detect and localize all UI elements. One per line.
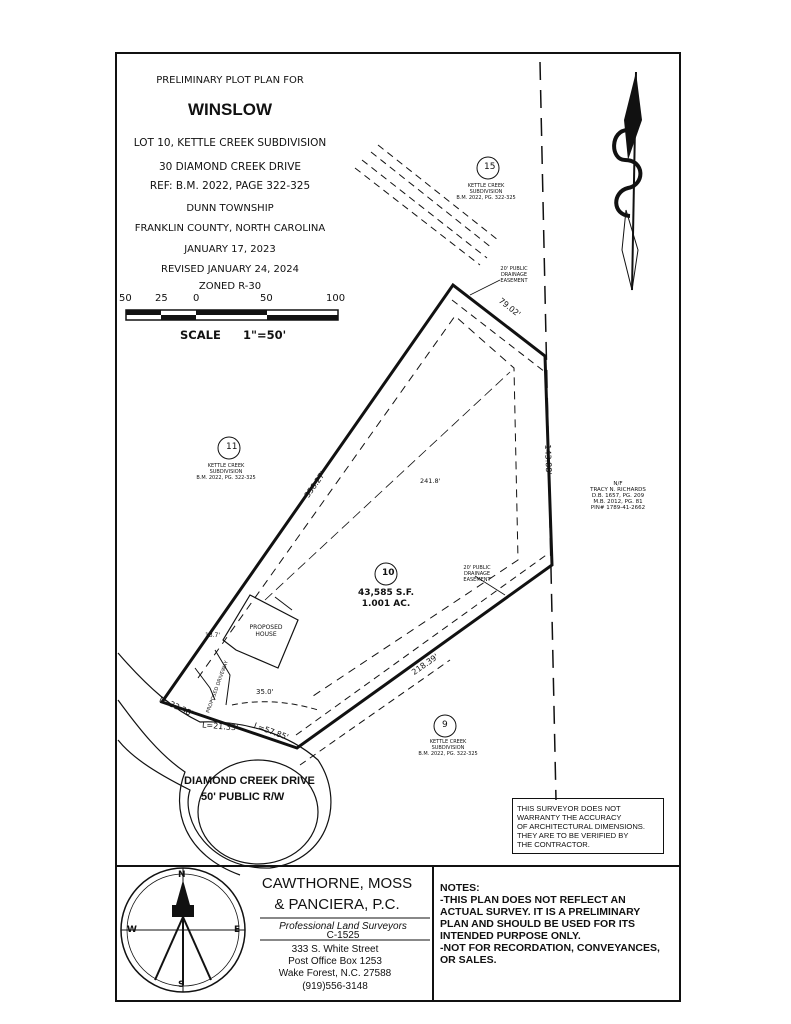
compass-e: E <box>234 925 241 935</box>
owner-name: WINSLOW <box>187 100 273 119</box>
dim-setback: 35.0' <box>256 688 274 696</box>
scale-tick: 0 <box>193 293 200 304</box>
compass-w: W <box>127 925 137 935</box>
lot-area-sf: 43,585 S.F. <box>357 588 415 598</box>
driveway-label: PROPOSED DRIVEWAY <box>205 659 230 715</box>
dim-left: 356.27' <box>302 469 328 500</box>
north-arrow-icon <box>614 72 642 290</box>
dim-inner: 241.8' <box>420 477 441 485</box>
scale-ratio: 1"=50' <box>243 328 287 342</box>
township: DUNN TOWNSHIP <box>186 203 274 214</box>
dim-bottom: 218.39' <box>410 652 441 677</box>
adjacent-owner-label: N/F TRACY N. RICHARDS D.B. 1657, PG. 209 M.B. 2012, PG. 81 PIN# 1789-41-2662 <box>590 481 646 511</box>
warranty-note: THIS SURVEYOR DOES NOT WARRANTY THE ACCURACY OF ARCHITECTURAL DIMENSIONS. THEY ARE TO BE VERIFIED BY THE CONTRACTOR. <box>512 798 664 854</box>
building-setback-line <box>198 316 518 698</box>
plan-title: PRELIMINARY PLOT PLAN FOR <box>156 75 304 86</box>
easement-label: 20' PUBLIC DRAINAGE EASEMENT <box>500 266 528 284</box>
company-license: C-1525 <box>326 930 360 941</box>
lot-number: 10 <box>382 568 395 578</box>
county: FRANKLIN COUNTY, NORTH CAROLINA <box>134 223 326 234</box>
scale-tick: 50 <box>119 293 132 304</box>
compass-s: S <box>178 980 185 990</box>
scale-label: SCALE <box>180 328 221 342</box>
lot-area-ac: 1.001 AC. <box>361 599 411 609</box>
dim-arc: L=33.38' <box>157 694 195 719</box>
company-city: Wake Forest, N.C. 27588 <box>278 968 392 979</box>
dim-right: 143.88' <box>543 444 554 475</box>
dim-arc: L=21.35' <box>201 720 239 733</box>
road-edge <box>118 653 331 868</box>
scale-tick: 25 <box>155 293 168 304</box>
easement-label: 20' PUBLIC DRAINAGE EASEMENT <box>463 565 491 583</box>
revised-date: REVISED JANUARY 24, 2024 <box>161 264 299 275</box>
lot-description: LOT 10, KETTLE CREEK SUBDIVISION <box>133 137 327 149</box>
lot-number: 9 <box>442 720 448 730</box>
company-profession: Professional Land Surveyors <box>279 921 407 932</box>
plan-date: JANUARY 17, 2023 <box>184 244 276 255</box>
dim-side: 13.7' <box>205 632 221 639</box>
company-pobox: Post Office Box 1253 <box>288 956 382 967</box>
company-street: 333 S. White Street <box>291 944 379 955</box>
dim-arc: L=57.85' <box>252 721 290 742</box>
scale-tick: 50 <box>260 293 273 304</box>
lot-label: KETTLE CREEK SUBDIVISION B.M. 2022, PG. 322-325 <box>418 739 478 757</box>
scale-tick: 100 <box>326 293 346 304</box>
zoning: ZONED R-30 <box>198 281 262 292</box>
lot-label: KETTLE CREEK SUBDIVISION B.M. 2022, PG. 322-325 <box>456 183 516 201</box>
scale-bar <box>126 310 338 320</box>
lot-number: 15 <box>484 162 496 172</box>
company-phone: (919)556-3148 <box>302 981 368 992</box>
company-name: & PANCIERA, P.C. <box>274 896 400 913</box>
proposed-house-label: PROPOSED HOUSE <box>249 624 283 638</box>
company-name: CAWTHORNE, MOSS <box>261 875 413 892</box>
road-row: 50' PUBLIC R/W <box>201 791 285 803</box>
property-address: 30 DIAMOND CREEK DRIVE <box>158 161 302 173</box>
notes-block: NOTES: -THIS PLAN DOES NOT REFLECT AN ACTUAL SURVEY. IT IS A PRELIMINARY PLAN AND SHOULD BE USED FOR ITS INTENDED PURPOSE ONLY. -NOT FOR RECORDATION, CONVEYANCES, OR SALES. <box>432 866 681 1002</box>
compass-n: N <box>178 870 186 880</box>
dim-top: 79.02' <box>496 296 523 319</box>
lot-number: 11 <box>226 442 238 452</box>
lot-label: KETTLE CREEK SUBDIVISION B.M. 2022, PG. 322-325 <box>196 463 256 481</box>
book-reference: REF: B.M. 2022, PAGE 322-325 <box>149 180 311 192</box>
road-name: DIAMOND CREEK DRIVE <box>184 775 315 787</box>
